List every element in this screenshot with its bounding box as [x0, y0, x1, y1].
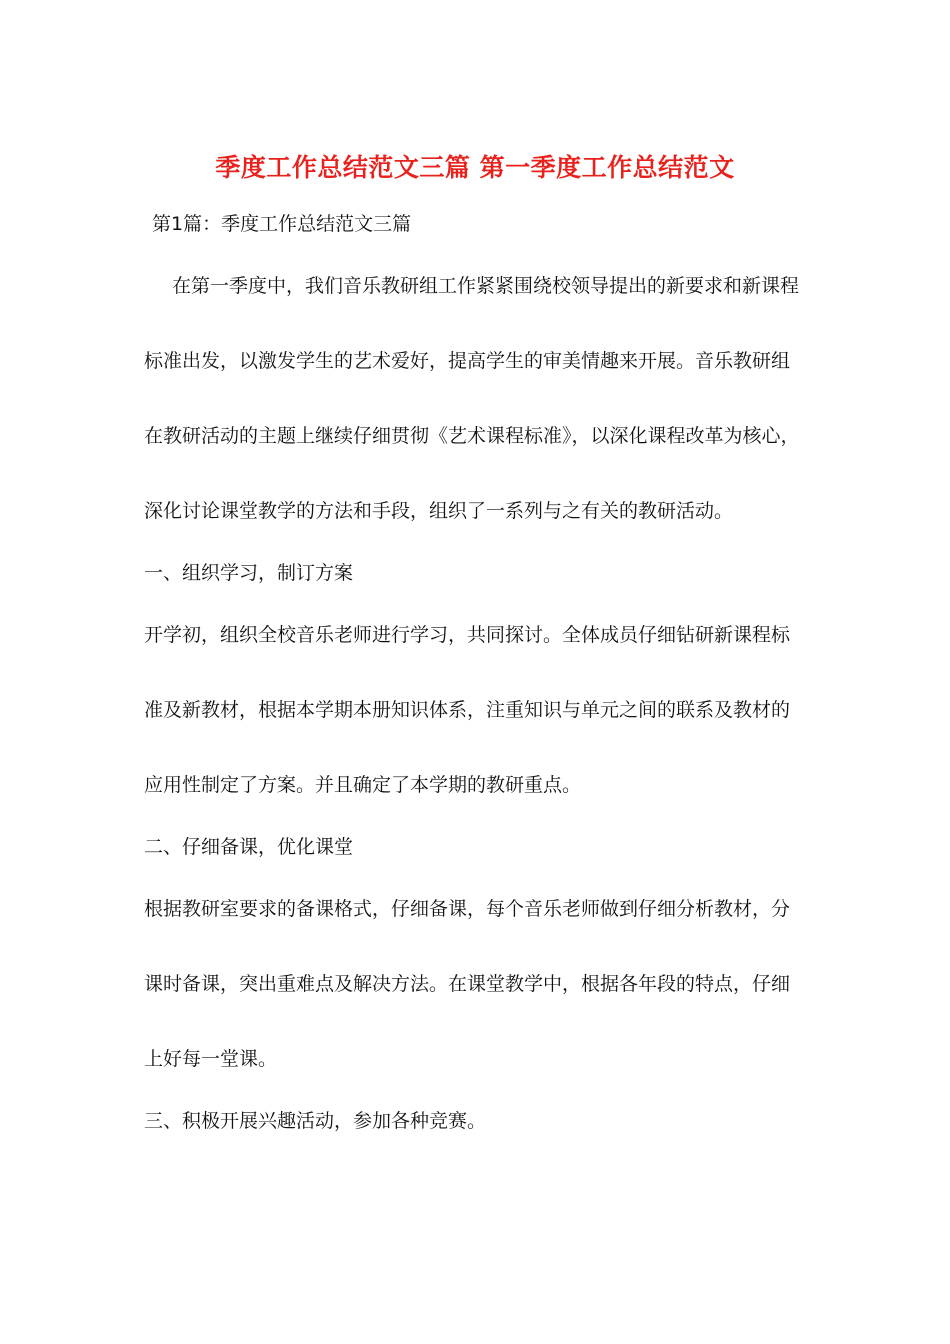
section-heading: 三、积极开展兴趣活动，参加各种竞赛。 [144, 1110, 487, 1132]
document-title: 季度工作总结范文三篇 第一季度工作总结范文 [215, 153, 735, 182]
section-subtitle: 第1篇：季度工作总结范文三篇 [152, 213, 412, 235]
section-heading: 一、组织学习，制订方案 [144, 562, 354, 584]
paragraph-line: 课时备课，突出重难点及解决方法。在课堂教学中，根据各年段的特点，仔细 [144, 973, 791, 995]
paragraph-line: 根据教研室要求的备课格式，仔细备课，每个音乐老师做到仔细分析教材，分 [144, 898, 791, 920]
paragraph-line: 上好每一堂课。 [144, 1048, 278, 1070]
paragraph-line: 标准出发，以激发学生的艺术爱好，提高学生的审美情趣来开展。音乐教研组 [144, 350, 791, 372]
paragraph-line: 深化讨论课堂教学的方法和手段，组织了一系列与之有关的教研活动。 [144, 500, 734, 522]
paragraph-line: 在教研活动的主题上继续仔细贯彻《艺术课程标准》，以深化课程改革为核心， [144, 425, 800, 447]
paragraph-line: 准及新教材，根据本学期本册知识体系，注重知识与单元之间的联系及教材的 [144, 699, 791, 721]
paragraph-line: 应用性制定了方案。并且确定了本学期的教研重点。 [144, 774, 582, 796]
paragraph-line: 在第一季度中，我们音乐教研组工作紧紧围绕校领导提出的新要求和新课程 [172, 275, 800, 297]
section-heading: 二、仔细备课，优化课堂 [144, 836, 354, 858]
paragraph-line: 开学初，组织全校音乐老师进行学习，共同探讨。全体成员仔细钻研新课程标 [144, 624, 791, 646]
